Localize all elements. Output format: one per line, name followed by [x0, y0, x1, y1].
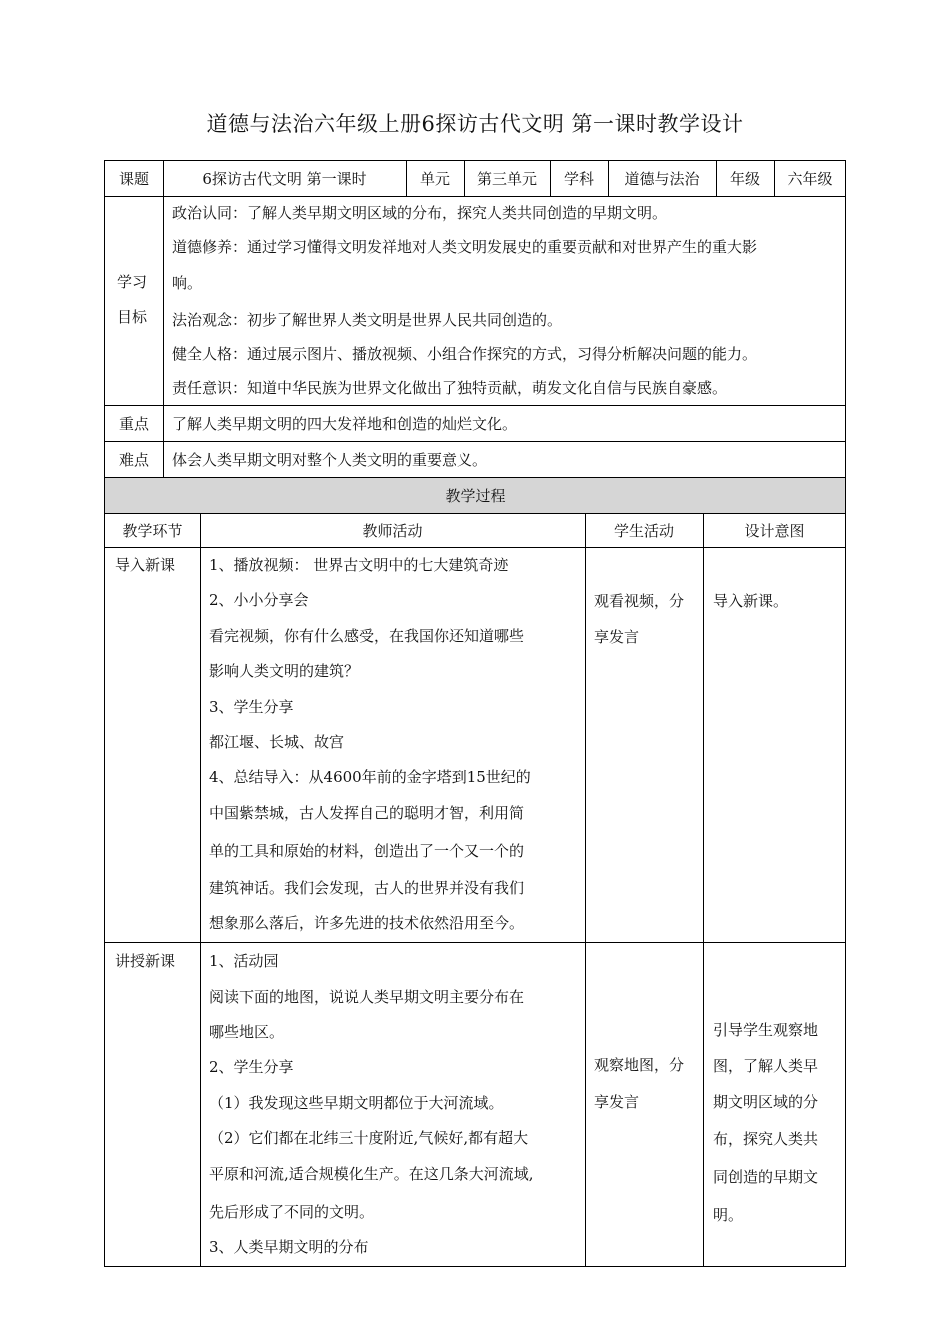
- key-point-label-text: 重点: [118, 414, 149, 433]
- unit-label: [406, 160, 464, 196]
- grade-label: [716, 160, 774, 196]
- lesson-intent-line: 同创造的早期文: [713, 1168, 819, 1186]
- grade-value: [774, 160, 846, 196]
- process-title-text: 教学过程: [445, 486, 506, 505]
- table-rule: [104, 441, 846, 442]
- table-border-top: [104, 160, 846, 161]
- unit-value-text: 第三单元: [476, 169, 537, 188]
- lesson-student-line: 观察地图，分: [594, 1056, 685, 1074]
- discipline-label-text: 学科: [563, 169, 594, 188]
- intro-teacher-line: 3、学生分享: [209, 698, 294, 716]
- grade-value-text: 六年级: [787, 169, 833, 188]
- table-rule: [703, 513, 704, 1267]
- difficulty-label: [105, 441, 163, 477]
- lesson-teacher-line: 2、学生分享: [209, 1058, 294, 1076]
- lesson-teacher-line: （1）我发现这些早期文明都位于大河流域。: [209, 1094, 504, 1112]
- column-header-intent-text: 设计意图: [744, 521, 805, 540]
- intro-stage: 导入新课: [115, 556, 176, 574]
- table-border-right: [845, 160, 846, 1267]
- column-header-student-text: 学生活动: [613, 521, 674, 540]
- table-rule: [104, 196, 846, 197]
- column-header-stage: [105, 513, 200, 547]
- difficulty-label-text: 难点: [118, 450, 149, 469]
- lesson-intent-line: 明。: [713, 1206, 744, 1224]
- table-rule: [406, 160, 407, 196]
- column-header-teacher: [200, 513, 585, 547]
- table-rule: [163, 196, 164, 477]
- page-title: 道德与法治六年级上册6探访古代文明 第一课时教学设计: [206, 112, 744, 136]
- table-rule: [104, 405, 846, 406]
- discipline-label: [550, 160, 608, 196]
- subject-value-text: 6探访古代文明 第一课时: [202, 169, 367, 188]
- key-point-text: 了解人类早期文明的四大发祥地和创造的灿烂文化。: [172, 415, 518, 433]
- table-rule: [774, 160, 775, 196]
- intro-teacher-line: 中国紫禁城，古人发挥自己的聪明才智，利用简: [209, 804, 525, 822]
- table-rule: [104, 513, 846, 514]
- lesson-teacher-line: 哪些地区。: [209, 1023, 285, 1041]
- subject-label-text: 课题: [118, 169, 149, 188]
- table-border-left: [104, 160, 105, 1267]
- difficulty-text: 体会人类早期文明对整个人类文明的重要意义。: [172, 451, 488, 469]
- intro-teacher-line: 看完视频，你有什么感受，在我国你还知道哪些: [209, 627, 525, 645]
- objective-line: 健全人格：通过展示图片、播放视频、小组合作探究的方式，习得分析解决问题的能力。: [172, 345, 758, 363]
- intro-teacher-line: 1、播放视频： 世界古文明中的七大建筑奇迹: [209, 556, 509, 574]
- column-header-intent: [703, 513, 846, 547]
- lesson-stage: 讲授新课: [115, 952, 176, 970]
- lesson-intent-line: 期文明区域的分: [713, 1093, 819, 1111]
- lesson-intent-line: 图，了解人类早: [713, 1057, 819, 1075]
- objective-line: 道德修养：通过学习懂得文明发祥地对人类文明发展史的重要贡献和对世界产生的重大影: [172, 238, 758, 256]
- table-rule: [104, 547, 846, 548]
- discipline-value: [608, 160, 716, 196]
- lesson-teacher-line: 先后形成了不同的文明。: [209, 1203, 375, 1221]
- table-rule: [585, 513, 586, 1267]
- intro-teacher-line: 都江堰、长城、故宫: [209, 733, 345, 751]
- table-rule: [163, 160, 164, 196]
- column-header-student: [585, 513, 703, 547]
- table-rule: [464, 160, 465, 196]
- lesson-intent-line: 引导学生观察地: [713, 1021, 819, 1039]
- lesson-teacher-line: 1、活动园: [209, 952, 279, 970]
- lesson-student-line: 享发言: [594, 1093, 640, 1111]
- table-rule: [608, 160, 609, 196]
- objective-line: 责任意识：知道中华民族为世界文化做出了独特贡献，萌发文化自信与民族自豪感。: [172, 379, 728, 397]
- table-rule: [200, 513, 201, 1267]
- lesson-teacher-line: 阅读下面的地图，说说人类早期文明主要分布在: [209, 988, 525, 1006]
- table-rule: [550, 160, 551, 196]
- intro-student-line: 观看视频，分: [594, 592, 685, 610]
- lesson-teacher-line: 3、人类早期文明的分布: [209, 1238, 369, 1256]
- objectives-label-line2: 目标: [117, 308, 148, 326]
- unit-label-text: 单元: [419, 169, 450, 188]
- lesson-teacher-line: 平原和河流,适合规模化生产。在这几条大河流域,: [209, 1165, 534, 1183]
- column-header-stage-text: 教学环节: [122, 521, 183, 540]
- table-rule: [104, 942, 846, 943]
- intro-teacher-line: 单的工具和原始的材料，创造出了一个又一个的: [209, 842, 525, 860]
- intro-intent-line: 导入新课。: [713, 592, 789, 610]
- intro-teacher-line: 4、总结导入：从4600年前的金字塔到15世纪的: [209, 768, 531, 786]
- subject-label: [105, 160, 163, 196]
- column-header-teacher-text: 教师活动: [362, 521, 423, 540]
- discipline-value-text: 道德与法治: [624, 169, 700, 188]
- objective-line: 政治认同：了解人类早期文明区域的分布，探究人类共同创造的早期文明。: [172, 204, 668, 222]
- table-border-bottom: [104, 1266, 846, 1267]
- unit-value: [464, 160, 550, 196]
- intro-teacher-line: 2、小小分享会: [209, 591, 309, 609]
- lesson-intent-line: 布，探究人类共: [713, 1130, 819, 1148]
- process-title: [105, 477, 846, 513]
- intro-student-line: 享发言: [594, 628, 640, 646]
- grade-label-text: 年级: [729, 169, 760, 188]
- lesson-teacher-line: （2）它们都在北纬三十度附近,气候好,都有超大: [209, 1129, 529, 1147]
- objective-line: 响。: [172, 274, 203, 292]
- objective-line: 法治观念：初步了解世界人类文明是世界人民共同创造的。: [172, 311, 563, 329]
- intro-teacher-line: 建筑神话。我们会发现，古人的世界并没有我们: [209, 879, 525, 897]
- intro-teacher-line: 想象那么落后，许多先进的技术依然沿用至今。: [209, 914, 525, 932]
- table-rule: [104, 477, 846, 478]
- key-point-label: [105, 405, 163, 441]
- intro-teacher-line: 影响人类文明的建筑？: [209, 662, 360, 680]
- objectives-label-line1: 学习: [117, 273, 148, 291]
- subject-value: [163, 160, 406, 196]
- table-rule: [716, 160, 717, 196]
